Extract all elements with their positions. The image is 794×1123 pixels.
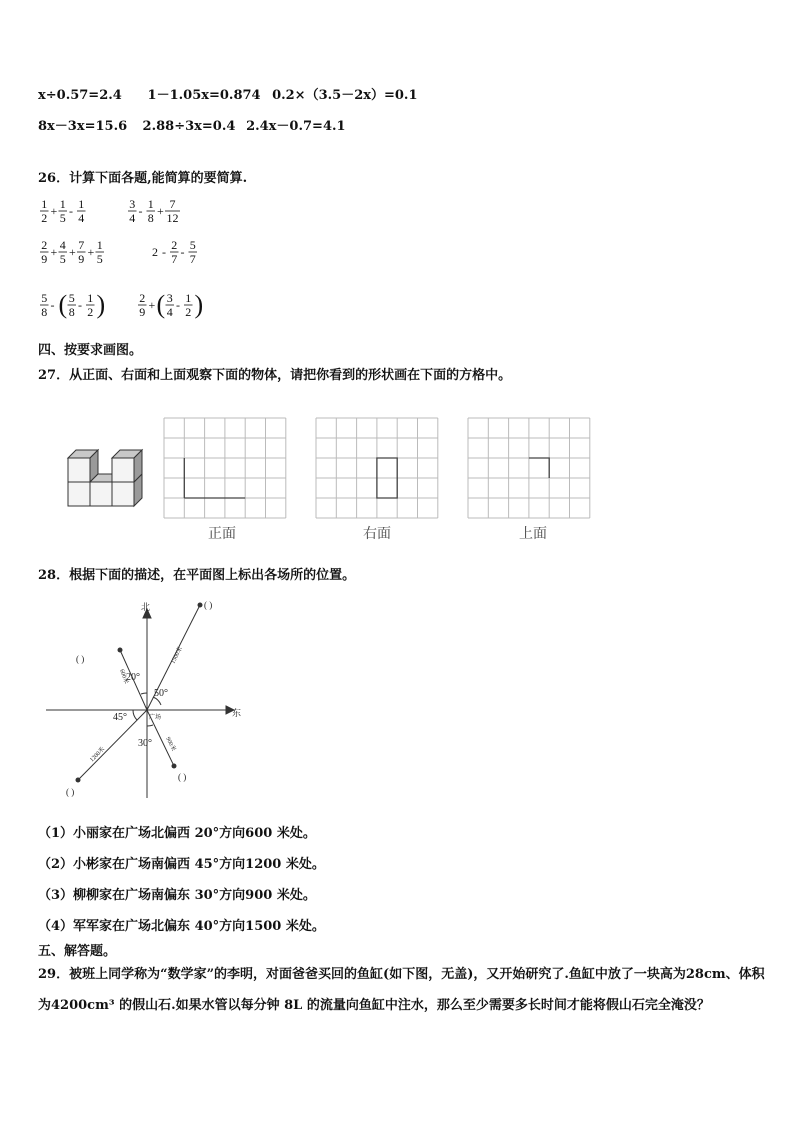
q28-item-4: （4）军军家在广场北偏东 40°方向1500 米处。 [38, 919, 325, 934]
numerator: 1 [59, 197, 66, 211]
equation: 1－1.05x=0.874 [147, 88, 261, 103]
numerator: 5 [189, 238, 196, 252]
blank-se: ( ) [178, 772, 187, 782]
operator: + [87, 245, 95, 259]
denominator: 2 [87, 305, 94, 319]
operator: - [162, 245, 166, 259]
cube-object [68, 450, 142, 506]
expr-3 [40, 238, 104, 266]
fraction [166, 291, 175, 319]
fraction [68, 291, 77, 319]
q28-direction-map [40, 598, 260, 804]
operator: 2 [152, 245, 158, 259]
denominator: 12 [166, 211, 179, 225]
distance-600: 600米 [118, 668, 129, 685]
operator: - [180, 245, 185, 259]
q27-title: 27．从正面、右面和上面观察下面的物体，请把你看到的形状画在下面的方格中。 [38, 368, 512, 383]
open-paren: ( [156, 290, 166, 319]
equation: x÷0.57=2.4 [38, 88, 122, 103]
operator: + [50, 245, 58, 259]
close-paren: ) [96, 290, 106, 319]
fraction [40, 291, 49, 319]
denominator: 4 [166, 305, 173, 319]
angle-20: 20° [126, 672, 140, 683]
denominator: 9 [41, 252, 48, 266]
numerator: 3 [166, 291, 173, 305]
denominator: 2 [41, 211, 48, 225]
operator: - [78, 298, 82, 312]
fraction [184, 291, 193, 319]
fraction [86, 291, 95, 319]
center-label: 广场 [149, 715, 162, 721]
denominator: 4 [129, 211, 136, 225]
q28-item-1: （1）小丽家在广场北偏西 20°方向600 米处。 [38, 826, 316, 841]
operator: - [138, 204, 143, 218]
blank-ne: ( ) [204, 600, 213, 610]
denominator: 8 [68, 305, 75, 319]
drawn-shape [529, 458, 549, 478]
expr-1 [40, 197, 86, 225]
denominator: 8 [41, 305, 48, 319]
operator: - [50, 298, 55, 312]
denominator: 9 [139, 305, 146, 319]
numerator: 2 [41, 238, 48, 252]
fraction [59, 238, 68, 266]
equation: 2.88÷3x=0.4 [142, 119, 236, 134]
operator: + [50, 204, 58, 218]
operator: + [69, 245, 76, 259]
distance-1500: 1500米 [170, 646, 184, 665]
fraction [138, 291, 147, 319]
grid-right [316, 418, 438, 518]
numerator: 5 [68, 291, 75, 305]
grid-label-front: 正面 [208, 527, 236, 542]
east-label: 东 [232, 708, 242, 718]
operator: - [176, 298, 180, 312]
grid-top [468, 418, 590, 518]
equation-row-2 [38, 115, 346, 134]
denominator: 2 [185, 305, 192, 319]
numerator: 2 [171, 238, 178, 252]
fraction [147, 197, 156, 225]
angle-45: 45° [113, 712, 127, 723]
expr-6 [138, 290, 203, 319]
expr-2 [128, 197, 180, 225]
equation: 0.2×（3.5－2x）=0.1 [272, 88, 418, 103]
denominator: 7 [189, 252, 196, 266]
fraction [59, 197, 68, 225]
numerator: 1 [96, 238, 103, 252]
numerator: 2 [139, 291, 146, 305]
section-4-heading: 四、按要求画图。 [38, 343, 143, 358]
numerator: 1 [185, 291, 192, 305]
numerator: 1 [78, 197, 85, 211]
q28-title: 28．根据下面的描述，在平面图上标出各场所的位置。 [38, 568, 356, 583]
fraction [128, 197, 137, 225]
grid-label-top: 上面 [519, 527, 547, 542]
distance-1200: 1200米 [89, 746, 107, 764]
numerator: 4 [59, 238, 66, 252]
numerator: 7 [169, 197, 176, 211]
fraction [170, 238, 179, 266]
q27-figure [60, 410, 600, 546]
distance-900: 900米 [164, 736, 177, 753]
fraction [165, 197, 180, 225]
fraction [77, 238, 86, 266]
expr-4 [152, 238, 197, 266]
equation-row-1 [38, 84, 418, 103]
fraction [96, 238, 105, 266]
blank-sw: ( ) [66, 787, 75, 797]
denominator: 8 [147, 211, 154, 225]
operator: + [148, 298, 156, 312]
expr-5 [40, 290, 105, 319]
grid-label-right: 右面 [363, 527, 391, 542]
q28-item-3: （3）柳柳家在广场南偏东 30°方向900 米处。 [38, 888, 316, 903]
denominator: 7 [171, 252, 178, 266]
denominator: 4 [78, 211, 85, 225]
fraction [77, 197, 86, 225]
numerator: 5 [41, 291, 48, 305]
fraction [40, 197, 49, 225]
numerator: 3 [129, 197, 136, 211]
denominator: 9 [78, 252, 85, 266]
q28-item-2: （2）小彬家在广场南偏西 45°方向1200 米处。 [38, 857, 325, 872]
denominator: 5 [59, 211, 66, 225]
fraction [40, 238, 49, 266]
section-5-heading: 五、解答题。 [38, 944, 117, 959]
north-label: 北 [141, 602, 151, 612]
equation: 8x－3x=15.6 [38, 119, 128, 134]
numerator: 1 [147, 197, 154, 211]
q29-text: 29．被班上同学称为“数学家”的李明，对面爸爸买回的鱼缸(如下图，无盖)，又开始研究了.鱼缸中放了一块高为28cm、体积为4200cm³ 的假山石.如果水管以每分钟 8L 的流量向鱼缸中注水，那么至少需要多长时间才能将假山石完全淹没？ [38, 967, 765, 1013]
numerator: 1 [87, 291, 94, 305]
operator: - [69, 204, 73, 218]
numerator: 7 [78, 238, 85, 252]
grid-front [164, 418, 286, 518]
open-paren: ( [58, 290, 68, 319]
angle-30: 30° [138, 738, 152, 749]
blank-nw: ( ) [76, 654, 85, 664]
close-paren: ) [194, 290, 204, 319]
fraction [189, 238, 198, 266]
equation: 2.4x－0.7=4.1 [246, 119, 346, 134]
denominator: 5 [59, 252, 66, 266]
numerator: 1 [41, 197, 48, 211]
q26-expressions [34, 188, 274, 328]
q26-title: 26．计算下面各题,能简算的要简算. [38, 171, 248, 186]
angle-50: 50° [154, 688, 168, 699]
denominator: 5 [96, 252, 103, 266]
operator: + [157, 204, 164, 218]
